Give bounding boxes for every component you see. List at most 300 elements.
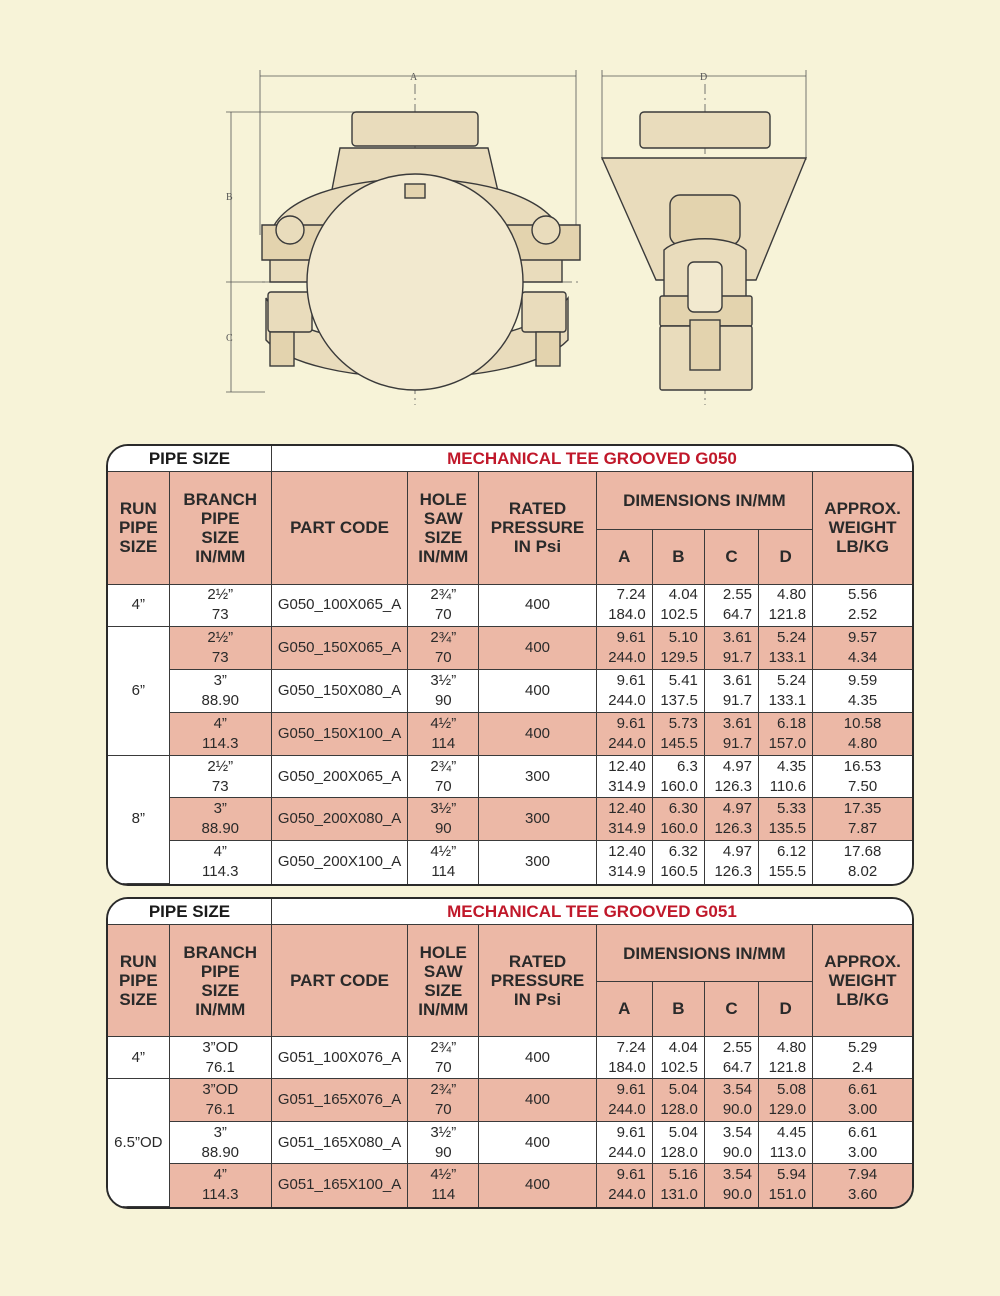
cell-line: APPROX. (824, 499, 901, 519)
dim-d-label: D (700, 72, 708, 83)
cell-line: 90.0 (722, 1101, 753, 1119)
cell-line: 157.0 (768, 734, 807, 752)
dim-b-cell (652, 1164, 704, 1207)
cell-line: 160.0 (660, 820, 698, 838)
hole-saw-cell (408, 1036, 479, 1079)
hole-saw-cell (408, 627, 479, 670)
weight-cell (813, 1079, 912, 1122)
table-row (108, 841, 912, 884)
hole-saw-cell (408, 1164, 479, 1207)
run-pipe-size-cell: 6.5”OD (108, 1079, 169, 1207)
cell-line: LB/KG (836, 537, 890, 557)
branch-size-cell (169, 1079, 271, 1122)
cell-line: 4.04 (668, 1038, 698, 1056)
table-row (108, 798, 912, 841)
rated-pressure-cell: 300 (479, 841, 596, 884)
part-code-cell: G050_150X065_A (271, 627, 407, 670)
dim-a-cell (596, 755, 652, 798)
cell-line: 2¾” (430, 586, 457, 604)
cell-line: 5.10 (668, 629, 698, 647)
dimensions-header: DIMENSIONS IN/MM (596, 925, 813, 982)
pipe-size-header: PIPE SIZE (108, 899, 271, 925)
cell-line: 5.24 (776, 629, 807, 647)
cell-line: PIPE (118, 518, 158, 538)
cell-line: 6.30 (668, 800, 698, 818)
cell-line: 3” (213, 671, 227, 689)
cell-line: 2¾” (430, 757, 457, 775)
branch-pipe-size-header (169, 925, 271, 1036)
hole-saw-size-header (408, 925, 479, 1036)
hole-saw-cell (408, 712, 479, 755)
dim-a-cell (596, 1036, 652, 1079)
header-row (108, 899, 912, 925)
cell-line: RATED (508, 952, 567, 972)
cell-line: 121.8 (768, 606, 807, 624)
table-row (108, 670, 912, 713)
cell-line: 114 (431, 863, 456, 881)
dim-a-cell (596, 798, 652, 841)
run-pipe-size-header (108, 925, 169, 1036)
dim-c-cell (704, 841, 758, 884)
hole-saw-cell (408, 755, 479, 798)
cell-line: 73 (211, 649, 229, 667)
dim-d-cell (759, 584, 813, 627)
cell-line: APPROX. (824, 952, 901, 972)
dim-b-cell (652, 1079, 704, 1122)
cell-line: 17.68 (843, 843, 882, 861)
cell-line: 3½” (430, 671, 457, 689)
rated-pressure-header (479, 472, 596, 584)
dim-d-cell (759, 627, 813, 670)
run-pipe-size-cell: 8” (108, 755, 169, 883)
cell-line: 3.54 (722, 1081, 753, 1099)
cell-line: 7.94 (847, 1166, 878, 1184)
cell-line: 90 (434, 691, 452, 709)
dim-c-cell (704, 1121, 758, 1164)
cell-line: WEIGHT (828, 518, 897, 538)
dim-c-cell (704, 670, 758, 713)
weight-cell (813, 1036, 912, 1079)
hole-saw-cell (408, 670, 479, 713)
dim-d-cell (759, 798, 813, 841)
branch-size-cell (169, 841, 271, 884)
part-code-cell: G051_165X076_A (271, 1079, 407, 1122)
dim-d-cell (759, 1079, 813, 1122)
cell-line: 5.04 (668, 1123, 698, 1141)
weight-cell (813, 584, 912, 627)
cell-line: 4½” (430, 1166, 457, 1184)
cell-line: 91.7 (722, 649, 753, 667)
cell-line: 4.34 (847, 649, 878, 667)
hole-saw-cell (408, 798, 479, 841)
cell-line: 6.32 (668, 843, 698, 861)
cell-line: LB/KG (836, 990, 890, 1010)
dim-b-cell (652, 584, 704, 627)
cell-line: 113.0 (769, 1143, 807, 1161)
rated-pressure-cell: 400 (479, 627, 596, 670)
cell-line: 4.97 (722, 843, 753, 861)
cell-line: 160.5 (660, 863, 698, 881)
dim-col-b-header: B (652, 529, 704, 584)
part-code-header: PART CODE (271, 925, 407, 1036)
branch-size-cell (169, 798, 271, 841)
cell-line: 4½” (430, 843, 457, 861)
cell-line: 90 (434, 1143, 452, 1161)
cell-line: 129.5 (660, 649, 698, 667)
cell-line: 10.58 (843, 714, 882, 732)
cell-line: 184.0 (608, 606, 646, 624)
hole-saw-cell (408, 584, 479, 627)
cell-line: 2.4 (852, 1058, 873, 1076)
cell-line: 102.5 (660, 606, 698, 624)
dim-b-cell (652, 712, 704, 755)
dim-b-cell (652, 755, 704, 798)
table-title: MECHANICAL TEE GROOVED G050 (271, 446, 912, 472)
cell-line: 64.7 (722, 606, 753, 624)
cell-line: PIPE (200, 961, 240, 981)
cell-line: 70 (434, 777, 452, 795)
cell-line: 2½” (207, 586, 234, 604)
cell-line: 9.61 (616, 671, 646, 689)
table-row (108, 1121, 912, 1164)
cell-line: 3.61 (722, 629, 753, 647)
cell-line: 17.35 (843, 800, 882, 818)
cell-line: 114.3 (202, 863, 239, 881)
cell-line: 244.0 (608, 734, 646, 752)
cell-line: IN/MM (418, 546, 469, 566)
table-title: MECHANICAL TEE GROOVED G051 (271, 899, 912, 925)
dim-b-cell (652, 798, 704, 841)
cell-line: 90 (434, 820, 452, 838)
cell-line: 9.61 (616, 1123, 646, 1141)
cell-line: PIPE (200, 508, 240, 528)
cell-line: 151.0 (768, 1186, 807, 1204)
cell-line: 114 (431, 1186, 456, 1204)
cell-line: 314.9 (608, 820, 646, 838)
cell-line: IN/MM (418, 999, 469, 1019)
branch-size-cell (169, 712, 271, 755)
cell-line: 102.5 (660, 1058, 698, 1076)
cell-line: 88.90 (201, 691, 240, 709)
cell-line: 6.61 (847, 1081, 878, 1099)
cell-line: 135.5 (768, 820, 807, 838)
weight-cell (813, 627, 912, 670)
dim-c-cell (704, 584, 758, 627)
part-code-cell: G051_165X080_A (271, 1121, 407, 1164)
cell-line: 70 (434, 1058, 452, 1076)
cell-line: 244.0 (608, 649, 646, 667)
dim-c-cell (704, 798, 758, 841)
cell-line: PRESSURE (490, 518, 585, 538)
part-code-header: PART CODE (271, 472, 407, 584)
table-row (108, 1079, 912, 1122)
cell-line: 244.0 (608, 1186, 646, 1204)
g051-table (108, 899, 912, 1207)
branch-size-cell (169, 1036, 271, 1079)
cell-line: 90.0 (722, 1143, 753, 1161)
table-row (108, 627, 912, 670)
dim-c-cell (704, 1079, 758, 1122)
cell-line: 9.61 (616, 629, 646, 647)
branch-size-cell (169, 755, 271, 798)
cell-line: 3.54 (722, 1166, 753, 1184)
part-code-cell: G050_200X065_A (271, 755, 407, 798)
cell-line: 3.61 (722, 671, 753, 689)
column-header-row (108, 925, 912, 982)
branch-size-cell (169, 1164, 271, 1207)
weight-cell (813, 841, 912, 884)
dim-col-a-header: A (596, 982, 652, 1037)
cell-line: 91.7 (722, 734, 753, 752)
cell-line: SIZE (119, 537, 158, 557)
cell-line: 3.54 (722, 1123, 753, 1141)
cell-line: 145.5 (660, 734, 698, 752)
dim-col-d-header: D (759, 529, 813, 584)
cell-line: 114.3 (202, 734, 239, 752)
cell-line: 9.57 (847, 629, 878, 647)
cell-line: 4” (213, 714, 227, 732)
rated-pressure-header (479, 925, 596, 1036)
g050-table-panel (106, 444, 914, 886)
cell-line: 3½” (430, 1123, 457, 1141)
branch-size-cell (169, 670, 271, 713)
tee-technical-drawing (0, 0, 1000, 420)
dim-b-cell (652, 1121, 704, 1164)
weight-cell (813, 670, 912, 713)
cell-line: 76.1 (205, 1058, 235, 1076)
part-code-cell: G050_100X065_A (271, 584, 407, 627)
weight-header (813, 472, 912, 584)
cell-line: 4.80 (847, 734, 878, 752)
dim-d-cell (759, 841, 813, 884)
cell-line: 9.61 (616, 714, 646, 732)
hole-saw-cell (408, 1121, 479, 1164)
cell-line: 126.3 (714, 820, 753, 838)
cell-line: 126.3 (714, 863, 753, 881)
cell-line: 90.0 (722, 1186, 753, 1204)
cell-line: 12.40 (608, 800, 646, 818)
part-code-cell: G050_200X080_A (271, 798, 407, 841)
cell-line: 121.8 (768, 1058, 807, 1076)
table-row (108, 1164, 912, 1207)
cell-line: 184.0 (608, 1058, 646, 1076)
hole-saw-size-header (408, 472, 479, 584)
cell-line: SIZE (201, 527, 240, 547)
table-row (108, 1036, 912, 1079)
run-pipe-size-cell: 4” (108, 584, 169, 627)
dim-a-cell (596, 841, 652, 884)
cell-line: RUN (119, 499, 157, 519)
cell-line: 8.02 (847, 863, 878, 881)
cell-line: 7.50 (847, 777, 878, 795)
dim-d-cell (759, 712, 813, 755)
cell-line: 5.73 (668, 714, 698, 732)
cell-line: IN Psi (513, 537, 562, 557)
run-pipe-size-cell: 4” (108, 1036, 169, 1079)
cell-line: 3.00 (847, 1101, 878, 1119)
cell-line: 4” (213, 843, 227, 861)
dim-b-label: B (226, 192, 233, 203)
dim-a-cell (596, 1164, 652, 1207)
run-pipe-size-cell: 6” (108, 627, 169, 755)
dim-b-cell (652, 627, 704, 670)
dim-c-label: C (226, 333, 233, 344)
cell-line: BRANCH (183, 489, 258, 509)
cell-line: 5.24 (776, 671, 807, 689)
rated-pressure-cell: 400 (479, 712, 596, 755)
cell-line: 4.35 (847, 691, 878, 709)
part-code-cell: G050_150X080_A (271, 670, 407, 713)
cell-line: 131.0 (660, 1186, 698, 1204)
cell-line: 2½” (207, 629, 234, 647)
header-row (108, 446, 912, 472)
cell-line: 7.24 (616, 586, 646, 604)
cell-line: 4.97 (722, 757, 753, 775)
cell-line: 4½” (430, 714, 457, 732)
hole-saw-cell (408, 1079, 479, 1122)
cell-line: SIZE (424, 980, 463, 1000)
dim-a-cell (596, 1079, 652, 1122)
cell-line: 5.08 (776, 1081, 807, 1099)
branch-pipe-size-header (169, 472, 271, 584)
dim-a-cell (596, 712, 652, 755)
weight-header (813, 925, 912, 1036)
dim-c-cell (704, 627, 758, 670)
cell-line: 70 (434, 649, 452, 667)
weight-cell (813, 1121, 912, 1164)
cell-line: 7.87 (847, 820, 878, 838)
cell-line: IN/MM (195, 546, 246, 566)
cell-line: 160.0 (660, 777, 698, 795)
cell-line: 2½” (207, 757, 234, 775)
g051-table-panel (106, 897, 914, 1209)
g050-table (108, 446, 912, 884)
cell-line: SIZE (119, 990, 158, 1010)
dim-a-cell (596, 670, 652, 713)
cell-line: SAW (423, 961, 463, 981)
cell-line: 6.3 (677, 757, 698, 775)
dim-a-cell (596, 627, 652, 670)
cell-line: 128.0 (660, 1143, 698, 1161)
cell-line: 3” (213, 1123, 227, 1141)
dim-c-cell (704, 712, 758, 755)
cell-line: 4.80 (776, 1038, 807, 1056)
cell-line: WEIGHT (828, 971, 897, 991)
cell-line: 5.56 (847, 586, 878, 604)
cell-line: 114.3 (202, 1186, 239, 1204)
dim-b-cell (652, 1036, 704, 1079)
cell-line: 73 (211, 606, 229, 624)
cell-line: 244.0 (608, 1143, 646, 1161)
table-row (108, 712, 912, 755)
side-view (602, 112, 806, 390)
run-pipe-size-header (108, 472, 169, 584)
cell-line: 4.45 (776, 1123, 807, 1141)
cell-line: HOLE (419, 942, 467, 962)
branch-size-cell (169, 1121, 271, 1164)
dim-b-cell (652, 841, 704, 884)
cell-line: 6.61 (847, 1123, 878, 1141)
cell-line: 3.00 (847, 1143, 878, 1161)
cell-line: 4.97 (722, 800, 753, 818)
dim-col-a-header: A (596, 529, 652, 584)
weight-cell (813, 798, 912, 841)
rated-pressure-cell: 400 (479, 670, 596, 713)
dim-c-cell (704, 755, 758, 798)
cell-line: 9.61 (616, 1166, 646, 1184)
cell-line: 4.80 (776, 586, 807, 604)
cell-line: PIPE (118, 971, 158, 991)
cell-line: RATED (508, 499, 567, 519)
cell-line: IN/MM (195, 999, 246, 1019)
cell-line: 2¾” (430, 1038, 457, 1056)
rated-pressure-cell: 400 (479, 1164, 596, 1207)
rated-pressure-cell: 400 (479, 1036, 596, 1079)
cell-line: 64.7 (722, 1058, 753, 1076)
cell-line: 133.1 (768, 691, 807, 709)
cell-line: 73 (211, 777, 229, 795)
cell-line: SIZE (201, 980, 240, 1000)
cell-line: 3.60 (847, 1186, 878, 1204)
cell-line: 4.35 (776, 757, 807, 775)
dim-a-cell (596, 584, 652, 627)
cell-line: RUN (119, 952, 157, 972)
cell-line: 114 (431, 734, 456, 752)
part-code-cell: G051_165X100_A (271, 1164, 407, 1207)
cell-line: 3” (213, 800, 227, 818)
branch-size-cell (169, 627, 271, 670)
rated-pressure-cell: 300 (479, 755, 596, 798)
cell-line: 3½” (430, 800, 457, 818)
cell-line: 126.3 (714, 777, 753, 795)
cell-line: 3”OD (202, 1038, 239, 1056)
dim-col-d-header: D (759, 982, 813, 1037)
dimensions-header: DIMENSIONS IN/MM (596, 472, 813, 529)
cell-line: 16.53 (843, 757, 882, 775)
cell-line: 12.40 (608, 843, 646, 861)
dim-d-cell (759, 1121, 813, 1164)
cell-line: 91.7 (722, 691, 753, 709)
part-code-cell: G050_150X100_A (271, 712, 407, 755)
cell-line: 70 (434, 1101, 452, 1119)
cell-line: 6.18 (776, 714, 807, 732)
rated-pressure-cell: 400 (479, 584, 596, 627)
dim-d-cell (759, 755, 813, 798)
front-view (262, 112, 580, 390)
cell-line: 3”OD (202, 1081, 239, 1099)
cell-line: 314.9 (608, 863, 646, 881)
cell-line: 5.33 (776, 800, 807, 818)
dim-c-cell (704, 1036, 758, 1079)
cell-line: PRESSURE (490, 971, 585, 991)
cell-line: 2.52 (847, 606, 878, 624)
cell-line: 76.1 (205, 1101, 235, 1119)
column-header-row (108, 472, 912, 529)
cell-line: 4.04 (668, 586, 698, 604)
dim-col-c-header: C (704, 529, 758, 584)
cell-line: 9.61 (616, 1081, 646, 1099)
cell-line: 4” (213, 1166, 227, 1184)
cell-line: 137.5 (660, 691, 698, 709)
cell-line: 88.90 (201, 820, 240, 838)
table-row (108, 755, 912, 798)
cell-line: 12.40 (608, 757, 646, 775)
rated-pressure-cell: 400 (479, 1121, 596, 1164)
weight-cell (813, 755, 912, 798)
cell-line: 5.16 (668, 1166, 698, 1184)
cell-line: 70 (434, 606, 452, 624)
branch-size-cell (169, 584, 271, 627)
